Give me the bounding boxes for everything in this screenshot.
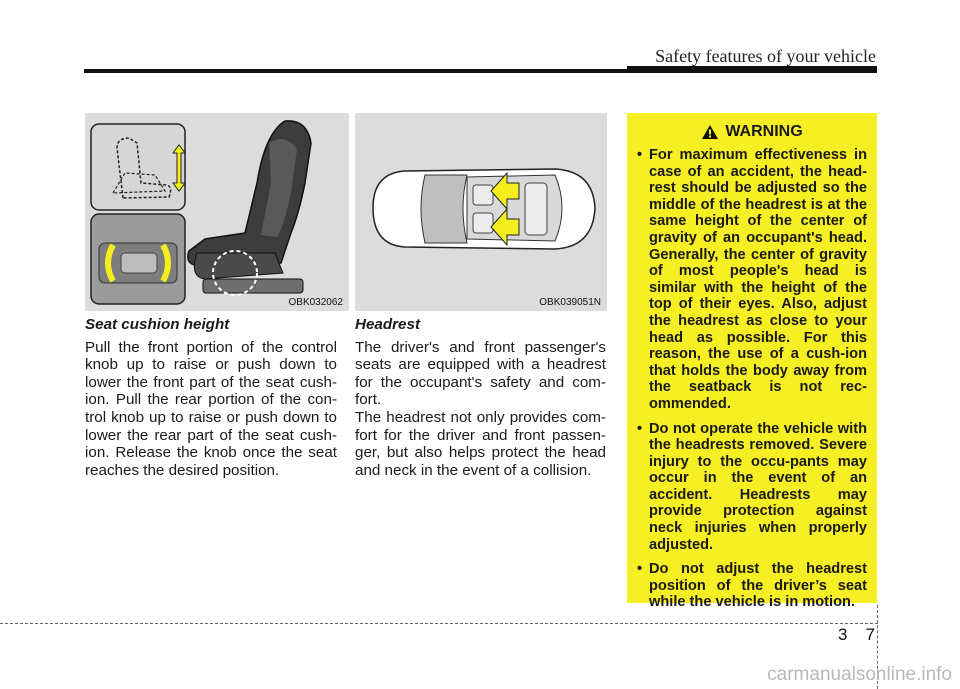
watermark: carmanualsonline.info xyxy=(767,664,952,685)
warning-icon xyxy=(701,124,719,140)
warning-item-text: Do not adjust the headrest position of the driver’s seat while the vehicle is in motion. xyxy=(649,561,867,611)
seat-cushion-section xyxy=(85,316,337,479)
bullet: • xyxy=(637,147,643,163)
header-rule-accent xyxy=(627,66,877,73)
warning-item-text: For maximum effectiveness in case of an accident, the head-rest should be adjusted so the middle of the headrest is at the same height of the center of gravity of an occupant's head. Generally, the center of gravity of most people's head is similar with the height of the top of their eyes. Also, adjust the headrest as close to your head as possible. For this reason, the use of a cush-ion that holds the body away from the seatback is not rec-ommended. xyxy=(649,147,867,412)
section-body: The driver's and front passenger's seats are equipped with a headrest for the occupant's safety and com-fort. xyxy=(355,338,606,409)
bullet: • xyxy=(637,420,643,437)
section-heading: Headrest xyxy=(355,316,420,333)
bullet: • xyxy=(637,561,643,578)
headrest-figure xyxy=(355,113,607,311)
page-number-value: 7 xyxy=(865,625,875,644)
page-header-title: Safety features of your vehicle xyxy=(655,46,876,66)
seat-illustration xyxy=(85,113,349,311)
footer-rule xyxy=(0,623,878,624)
warning-item xyxy=(637,147,867,413)
chapter-number: 3 xyxy=(838,625,848,644)
warning-item xyxy=(637,421,867,554)
warning-item xyxy=(637,561,867,611)
warning-item-text: Do not operate the vehicle with the headrests removed. Severe injury to the occu-pants may occur in the event of an accident. Headrests may provide protection against neck injuries when properly adjusted. xyxy=(649,420,867,553)
section-heading: Seat cushion height xyxy=(85,316,230,333)
car-top-view-illustration xyxy=(355,113,607,311)
seat-cushion-figure xyxy=(85,113,349,311)
warning-title-text: WARNING xyxy=(725,123,803,140)
warning-box xyxy=(627,113,877,611)
section-body: The headrest not only provides com-fort for the driver and front passen-ger, but also helps protect the head and neck in the event of a collision. xyxy=(355,408,606,479)
warning-title xyxy=(637,123,867,141)
figure-code: OBK032062 xyxy=(288,297,343,308)
figure-code: OBK039051N xyxy=(539,297,601,308)
headrest-section xyxy=(355,316,606,479)
page-number xyxy=(838,625,875,645)
section-body: Pull the front portion of the control knob up to raise or push down to lower the front part of the seat cush-ion. Pull the rear portion of the con-trol knob up to raise or push down to lower the rear part of the seat cush-ion. Release the knob once the seat reaches the desired position. xyxy=(85,338,337,479)
